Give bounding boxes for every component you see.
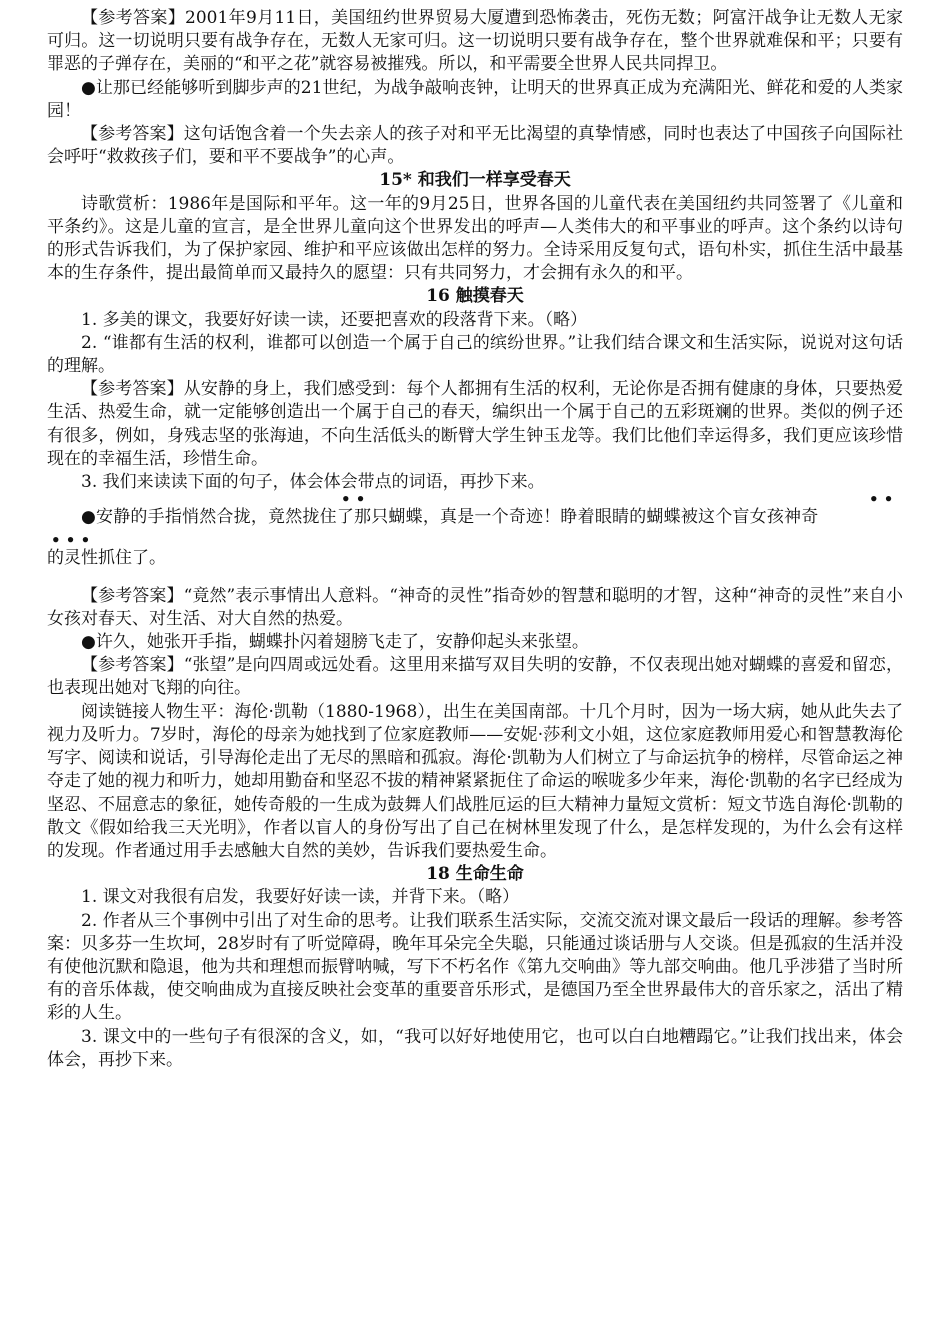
question-item: 1. 课文对我很有启发，我要好好读一读，并背下来。（略） xyxy=(81,887,520,908)
section-heading: 18 生命生命 xyxy=(426,864,524,885)
question-item: 3. 我们来读读下面的句子，体会体会带点的词语，再抄下来。 xyxy=(81,472,545,493)
section-heading: 16 触摸春天 xyxy=(426,286,524,307)
dotted-sentence-line: 的灵性抓住了。 xyxy=(47,548,166,569)
answer-paragraph: 【参考答案】“张望”是向四周或远处看。这里用来描写双目失明的安静，不仅表现出她对蝴蝶的喜爱和留恋，也表现出她对飞翔的向往。 xyxy=(47,655,903,699)
question-item: 2. “谁都有生活的权利，谁都可以创造一个属于自己的缤纷世界。”让我们结合课文和生活实际，说说对这句话的理解。 xyxy=(47,332,903,377)
question-item: 1. 多美的课文，我要好好读一读，还要把喜欢的段落背下来。（略） xyxy=(81,309,588,330)
dotted-sentence-line: ●安静的手指悄然合拢，竟然拢住了那只蝴蝶，真是一个奇迹！睁着眼睛的蝴蝶被这个盲女孩神奇 xyxy=(81,507,819,528)
answer-paragraph: 【参考答案】从安静的身上，我们感受到：每个人都拥有生活的权利，无论你是否拥有健康的身体，只要热爱生活、热爱生命，就一定能够创造出一个属于自己的春天，编织出一个属于自己的五彩斑斓的世界。类似的例子还有很多，例如，身残志坚的张海迪，不向生活低头的断臂大学生钟玉龙等。我们比他们幸运得多，我们更应该珍惜现在的幸福生活，珍惜生命。 xyxy=(47,379,903,469)
reading-link-paragraph: 阅读链接人物生平：海伦·凯勒（1880-1968），出生在美国南部。十几个月时，因为一场大病，她从此失去了视力及听力。7岁时，海伦的母亲为她找到了位家庭教师——安妮·莎利文小姐，这位家庭教师用爱心和智慧教海伦写字、阅读和说话，引导海伦走出了无尽的黑暗和孤寂。海伦·凯勒为人们树立了与命运抗争的榜样，尽管命运之神夺走了她的视力和听力，她却用勤奋和坚忍不拔的精神紧紧扼住了命运的喉咙多少年来，海伦·凯勒的名字已经成为坚忍、不屈意志的象征，她传奇般的一生成为鼓舞人们战胜厄运的巨大精神力量短文赏析：短文节选自海伦·凯勒的散文《假如给我三天光明》，作者以盲人的身份写出了自己在树林里发现了什么，是怎样发现的，为什么会有这样的发现。作者通过用手去感触大自然的美妙，告诉我们要热爱生命。 xyxy=(47,701,903,861)
document-page xyxy=(47,7,903,1072)
poem-appreciation: 诗歌赏析：1986年是国际和平年。这一年的9月25日，世界各国的儿童代表在美国纽约共同签署了《儿童和平条约》。这是儿童的宣言，是全世界儿童向这个世界发出的呼声—人类伟大的和平事业的呼声。这个条约以诗句的形式告诉我们，为了保护家园、维护和平应该做出怎样的努力。全诗采用反复句式，语句朴实，抓住生活中最基本的生存条件，提出最简单而又最持久的愿望：只有共同努力，才会拥有永久的和平。 xyxy=(47,193,903,284)
emphasis-dots: • • xyxy=(869,490,894,509)
answer-paragraph: 【参考答案】这句话饱含着一个失去亲人的孩子对和平无比渴望的真挚情感，同时也表达了中国孩子向国际社会呼吁“救救孩子们，要和平不要战争”的心声。 xyxy=(47,124,903,168)
question-item: 3. 课文中的一些句子有很深的含义，如，“我可以好好地使用它，也可以白白地糟蹋它。”让我们找出来，体会体会，再抄下来。 xyxy=(47,1026,903,1070)
emphasis-dots-row xyxy=(47,490,903,509)
quote-paragraph: ●许久，她张开手指，蝴蝶扑闪着翅膀飞走了，安静仰起头来张望。 xyxy=(81,632,589,653)
quote-paragraph: ●让那已经能够听到脚步声的21世纪，为战争敲响丧钟，让明天的世界真正成为充满阳光、鲜花和爱的人类家园！ xyxy=(47,77,903,121)
question-item: 2. 作者从三个事例中引出了对生命的思考。让我们联系生活实际，交流交流对课文最后一段话的理解。参考答案：贝多芬一生坎坷，28岁时有了听觉障碍，晚年耳朵完全失聪，只能通过谈话册与人交谈。但是孤寂的生活并没有使他沉默和隐退，他为共和理想而振臂呐喊，写下不朽名作《第九交响曲》等九部交响曲。他几乎涉猎了当时所有的音乐体裁，使交响曲成为直接反映社会变革的重要音乐形式，是德国乃至全世界最伟大的音乐家之，活出了精彩的人生。 xyxy=(47,910,903,1024)
emphasis-dots-row xyxy=(47,529,903,550)
emphasis-dots: • • • xyxy=(51,531,91,550)
answer-paragraph: 【参考答案】“竟然”表示事情出人意料。“神奇的灵性”指奇妙的智慧和聪明的才智，这种“神奇的灵性”来自小女孩对春天、对生活、对大自然的热爱。 xyxy=(47,585,903,629)
answer-paragraph: 【参考答案】2001年9月11日，美国纽约世界贸易大厦遭到恐怖袭击，死伤无数；阿富汗战争让无数人无家可归。这一切说明只要有战争存在，无数人无家可归。这一切说明只要有战争存在，整个世界就难保和平；只要有罪恶的子弹存在，美丽的“和平之花”就容易被摧残。所以，和平需要全世界人民共同捍卫。 xyxy=(47,8,903,75)
emphasis-dots: • • xyxy=(341,490,366,509)
section-heading: 15* 和我们一样享受春天 xyxy=(379,170,571,191)
